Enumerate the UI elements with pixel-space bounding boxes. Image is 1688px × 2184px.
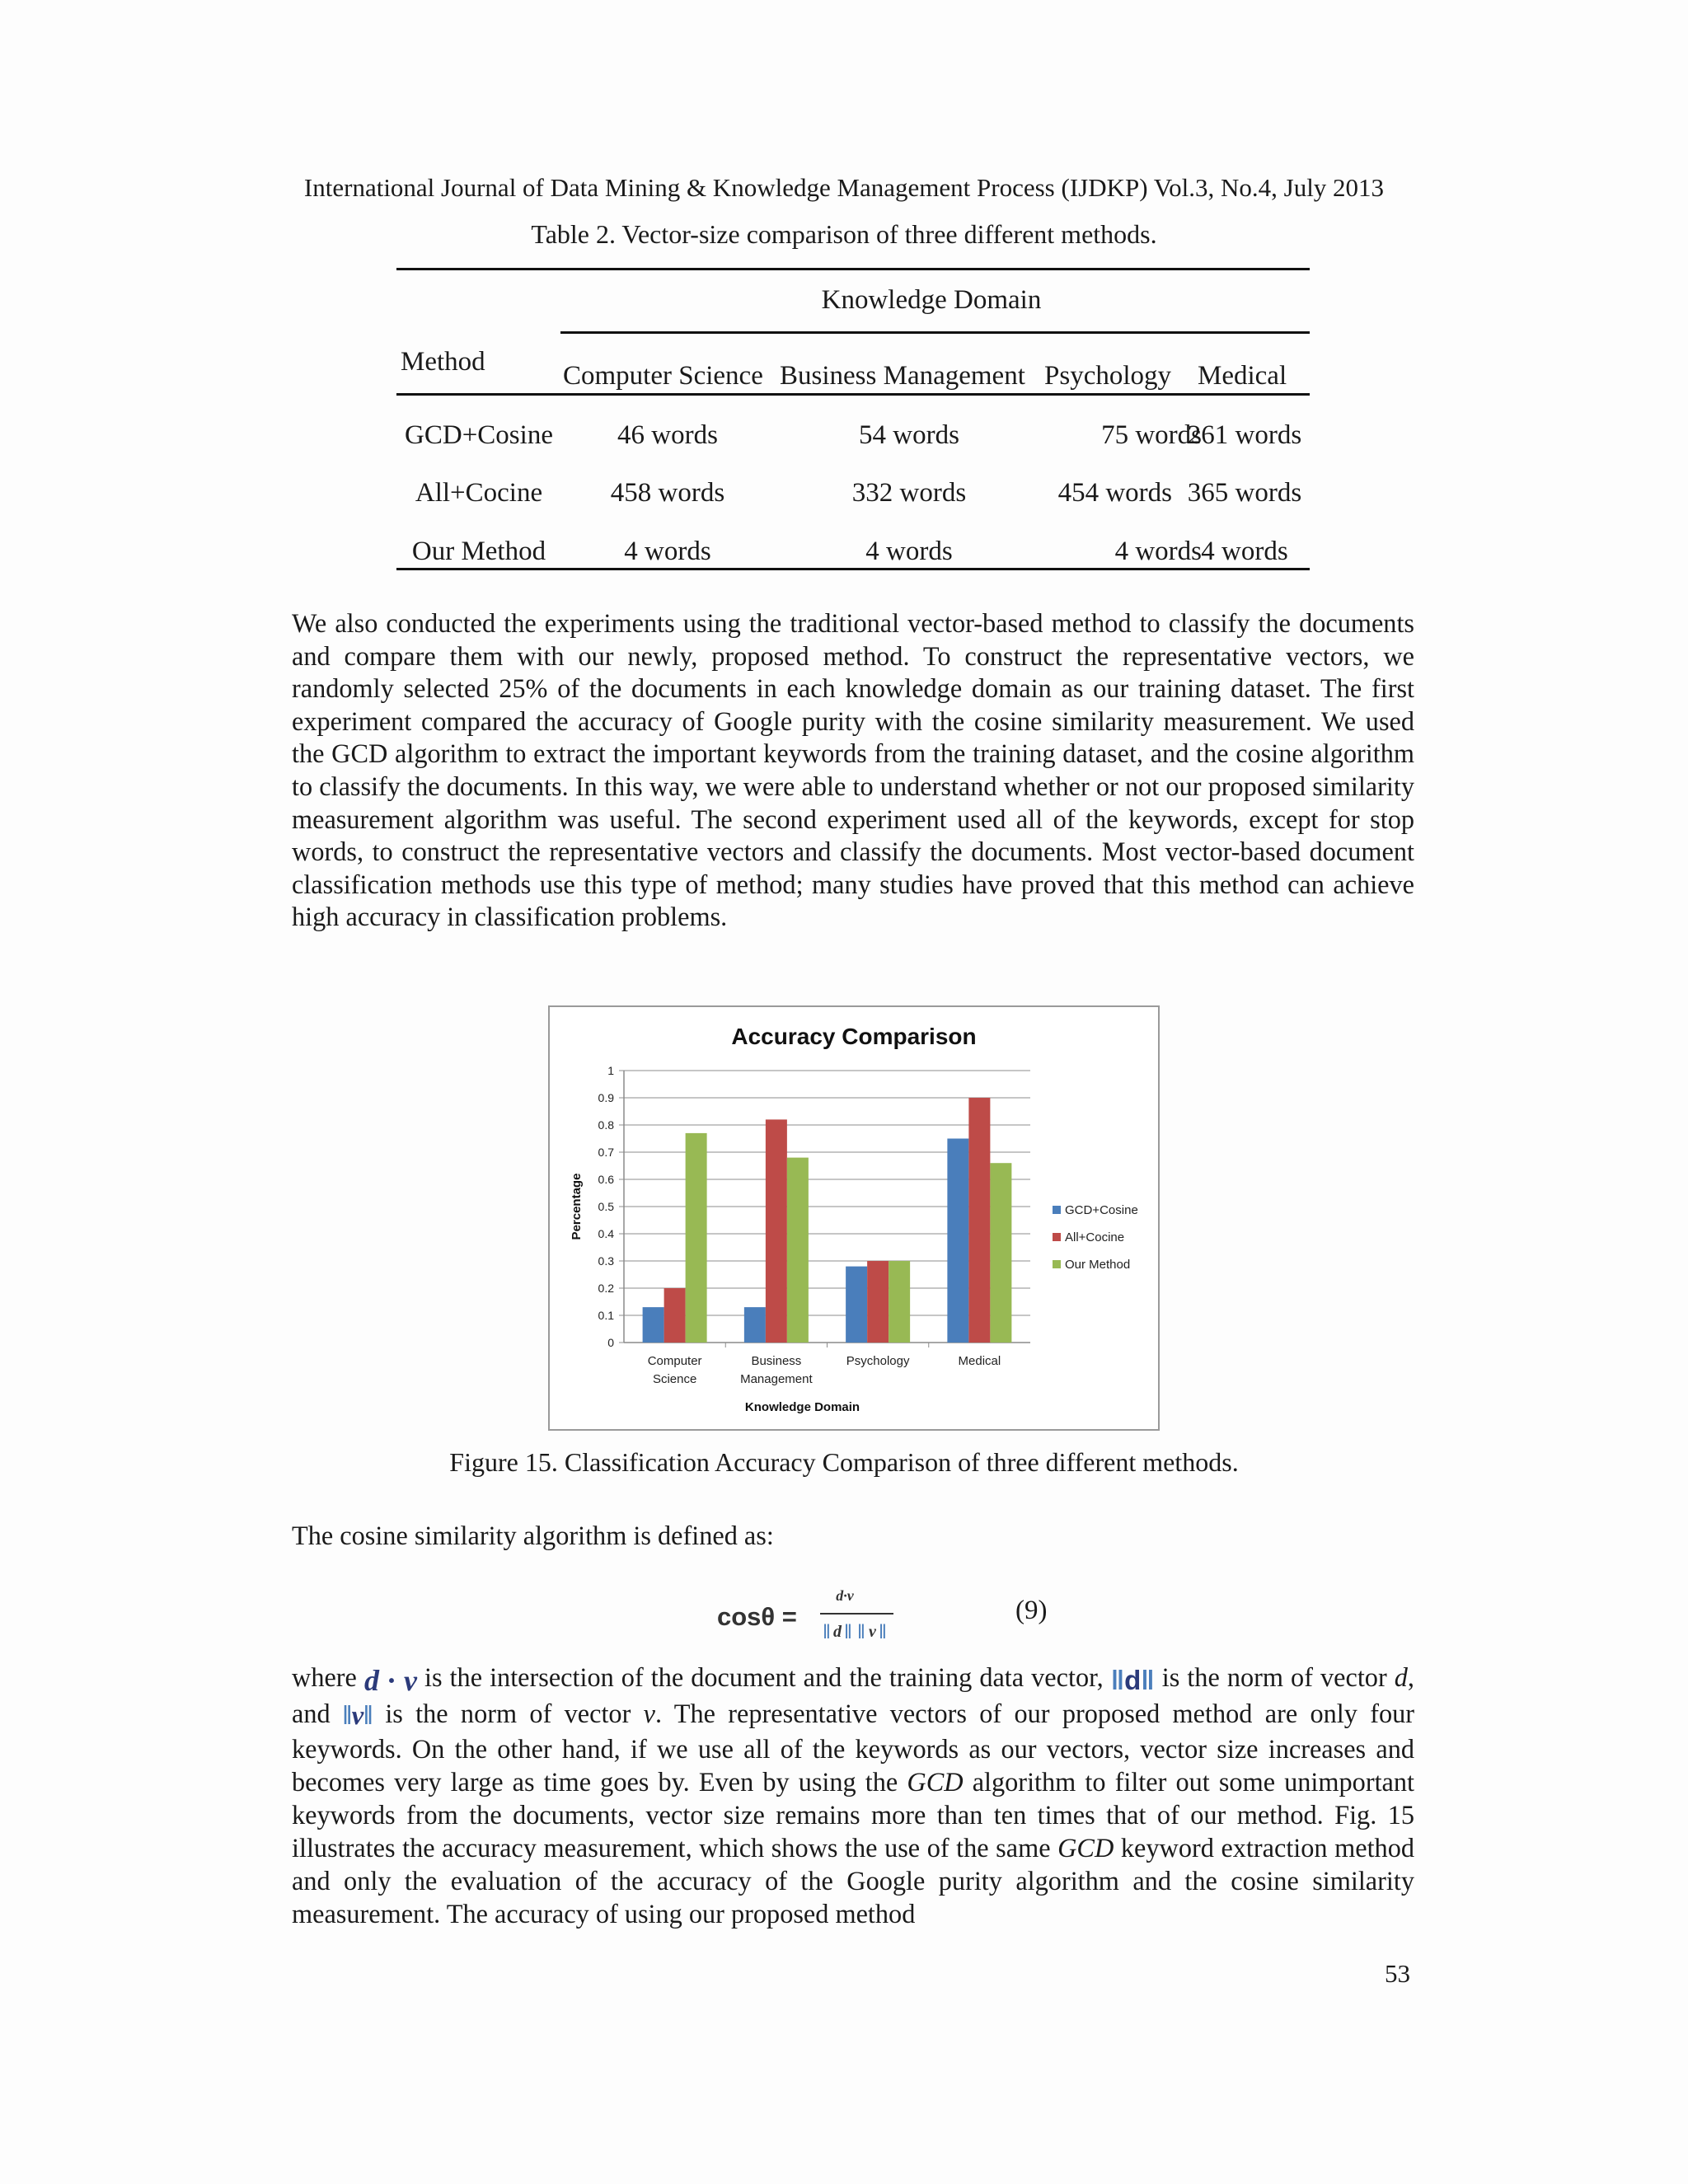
y-tick-label: 0.3 — [598, 1254, 614, 1268]
x-tick-label: Computer — [647, 1354, 702, 1368]
y-tick-label: 0 — [607, 1336, 614, 1349]
table-row-method: All+Cocine — [415, 478, 543, 508]
table-col-header: Psychology — [1044, 361, 1172, 391]
x-tick-label: Business — [751, 1354, 802, 1368]
table-cell: 4 words — [1114, 537, 1202, 566]
table-group-header: Knowledge Domain — [821, 285, 1042, 315]
y-tick-label: 0.4 — [598, 1227, 614, 1240]
table-method-header: Method — [401, 347, 485, 377]
table-bottom-rule — [396, 568, 1310, 570]
x-tick-label: Psychology — [846, 1354, 910, 1368]
legend-label: Our Method — [1065, 1258, 1131, 1272]
norm-bars: ‖ — [844, 1621, 852, 1643]
y-tick-label: 0.1 — [598, 1309, 614, 1322]
symbol-v: v — [403, 1663, 417, 1697]
accuracy-chart-frame — [548, 1005, 1160, 1431]
gcd-term: GCD — [1057, 1833, 1114, 1863]
table-cell: 4 words — [865, 537, 953, 566]
variable-d: d — [1394, 1662, 1408, 1692]
legend-swatch — [1053, 1233, 1061, 1241]
y-tick-label: 0.2 — [598, 1282, 614, 1295]
text-segment: is the intersection of the document and the training data vector, — [424, 1662, 1104, 1692]
x-tick-label: Medical — [958, 1354, 1001, 1368]
x-tick-label: Science — [652, 1372, 697, 1386]
paragraph-cosine-explanation — [292, 1661, 1414, 1930]
accuracy-chart — [550, 1007, 1158, 1429]
norm-bars: ‖ — [857, 1621, 865, 1643]
table-cell: 46 words — [617, 420, 718, 450]
table-cell: 454 words — [1057, 478, 1172, 508]
paragraph-cosine-intro: The cosine similarity algorithm is defined as: — [292, 1521, 774, 1550]
bar-all-cocine — [766, 1119, 787, 1343]
variable-v: v — [643, 1698, 655, 1728]
table-caption: Table 2. Vector-size comparison of three different methods. — [531, 219, 1157, 249]
symbol-d: d — [363, 1663, 379, 1697]
y-tick-label: 0.7 — [598, 1146, 614, 1159]
legend-swatch — [1053, 1206, 1061, 1214]
y-axis-label: Percentage — [570, 1173, 584, 1240]
equation-denominator-v: v — [869, 1623, 876, 1641]
journal-header: International Journal of Data Mining & Knowledge Management Process (IJDKP) Vol.3, No.4, July 2013 — [303, 173, 1385, 202]
table-row-method: Our Method — [411, 537, 546, 566]
gcd-term: GCD — [907, 1767, 964, 1797]
bar-our-method — [686, 1133, 707, 1343]
text-segment: , and — [292, 1662, 1414, 1728]
cosine-equation — [715, 1581, 897, 1647]
bar-all-cocine — [867, 1261, 889, 1343]
bar-all-cocine — [968, 1098, 990, 1343]
bar-gcd-cosine — [643, 1307, 664, 1343]
page-number: 53 — [1385, 1959, 1410, 1988]
dot-product-symbol — [364, 1664, 417, 1697]
text-segment: . The representative vectors of our proposed method are only four keywords. On the other hand, if we use all of the keywords as our vectors, vector size increases and becomes very large as time goes by. Even by using the — [292, 1698, 1414, 1797]
bar-gcd-cosine — [846, 1267, 867, 1343]
symbol-d: d — [1124, 1664, 1142, 1695]
equation-lhs: cosθ = — [717, 1602, 797, 1631]
table-cell: 365 words — [1187, 478, 1302, 508]
text-segment: algorithm to filter out some unimportant keywords from the documents, vector size remains more than ten times that of our method. Fig. 15 illustrates the accuracy measurement, which shows the use of the same — [292, 1767, 1415, 1863]
table-cell: 261 words — [1187, 420, 1302, 450]
equation-numerator: d·v — [836, 1587, 854, 1604]
bar-our-method — [787, 1158, 809, 1343]
figure-caption: Figure 15. Classification Accuracy Comparison of three different methods. — [449, 1447, 1239, 1477]
text-segment: is the norm of vector — [385, 1698, 631, 1728]
bar-our-method — [990, 1163, 1011, 1343]
legend-label: All+Cocine — [1065, 1230, 1125, 1244]
table-cell: 332 words — [851, 478, 967, 508]
bar-our-method — [889, 1261, 910, 1343]
table-col-header: Business Management — [780, 361, 1025, 391]
norm-bars: ‖ — [823, 1621, 831, 1643]
symbol-dot: · — [386, 1663, 396, 1697]
table-cell: 458 words — [610, 478, 725, 508]
x-tick-label: Management — [740, 1372, 813, 1386]
legend-label: GCD+Cosine — [1065, 1203, 1138, 1217]
chart-title: Accuracy Comparison — [731, 1024, 977, 1049]
norm-bars: ‖ — [879, 1621, 887, 1643]
equation-number: (9) — [1015, 1596, 1048, 1625]
equation-denominator-d: d — [833, 1623, 842, 1641]
text-segment: keyword extraction method and only the evaluation of the accuracy of the Google purity algorithm and the cosine similarity measurement. The accuracy of using our proposed method — [292, 1833, 1415, 1929]
paragraph-experiments: We also conducted the experiments using the traditional vector-based method to classify the documents and compare them with our newly, proposed method. To construct the representative vectors, we randomly selected 25% of the documents in each knowledge domain as our training dataset. The first experiment compared the accuracy of Google purity with the cosine similarity measurement. We used the GCD algorithm to extract the important keywords from the training dataset, and the cosine algorithm to classify the documents. In this way, we were able to understand whether or not our proposed similarity measurement algorithm was useful. The second experiment used all of the keywords, except for stop words, to construct the representative vectors and classify the documents. Most vector-based document classification methods use this type of method; many studies have proved that this method can achieve high accuracy in classification problems. — [292, 608, 1414, 932]
table-col-header: Computer Science — [563, 361, 763, 391]
y-tick-label: 0.6 — [598, 1173, 614, 1186]
table-group-rule — [560, 331, 1310, 334]
y-tick-label: 0.5 — [598, 1200, 614, 1213]
table-cell: 75 words — [1101, 420, 1202, 450]
symbol-v: v — [351, 1701, 364, 1732]
table-cell: 4 words — [624, 537, 711, 566]
norm-d-symbol: ‖d‖ — [1110, 1664, 1155, 1695]
bar-all-cocine — [664, 1288, 686, 1343]
bar-gcd-cosine — [947, 1139, 968, 1343]
y-tick-label: 0.8 — [598, 1118, 614, 1132]
bar-gcd-cosine — [744, 1307, 766, 1343]
table-row-method: GCD+Cosine — [405, 420, 553, 450]
table-cell: 4 words — [1201, 537, 1288, 566]
text-segment: is the norm of vector — [1161, 1662, 1387, 1692]
y-tick-label: 1 — [607, 1064, 614, 1077]
table-top-rule — [396, 268, 1310, 270]
y-tick-label: 0.9 — [598, 1091, 614, 1104]
legend-swatch — [1053, 1260, 1061, 1268]
norm-v-symbol: ‖v‖ — [342, 1701, 373, 1732]
table-cell: 54 words — [859, 420, 959, 450]
table-header-rule — [396, 393, 1310, 396]
text-segment: where — [292, 1662, 357, 1692]
table-col-header: Medical — [1198, 361, 1287, 391]
x-axis-label: Knowledge Domain — [744, 1400, 860, 1414]
